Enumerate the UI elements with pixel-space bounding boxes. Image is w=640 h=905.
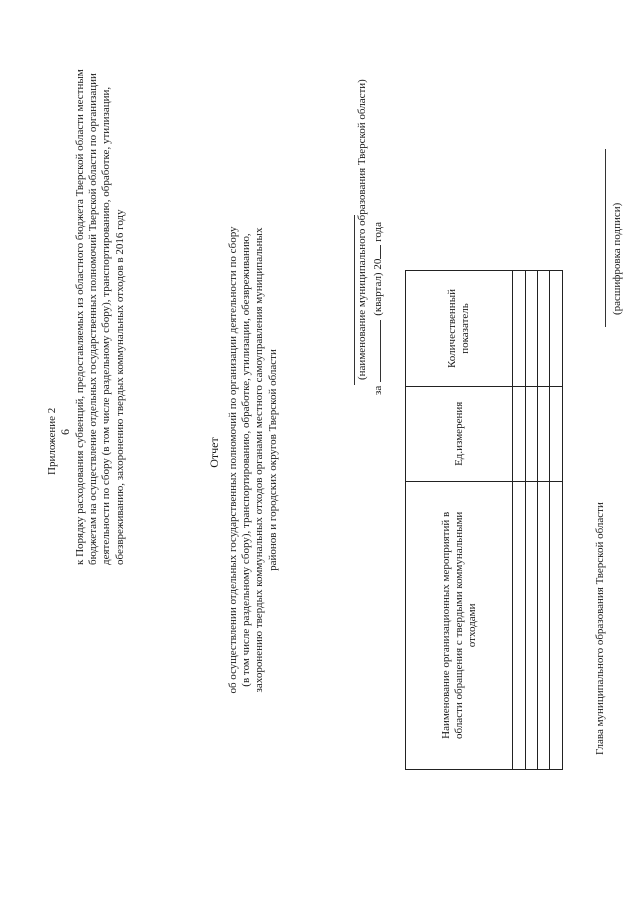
quarter-blank	[380, 320, 381, 382]
table-row	[538, 271, 550, 770]
table-header-value: Количественный показатель	[406, 271, 513, 387]
year-blank	[380, 245, 381, 259]
table-row	[550, 271, 563, 770]
table-cell[interactable]	[525, 271, 537, 387]
page-number: 6	[58, 429, 72, 435]
table-cell[interactable]	[550, 481, 563, 769]
signature-line	[605, 149, 606, 327]
table-header-activities: Наименование организационных мероприятий в области обращения с твердыми коммунальными отходами	[406, 481, 513, 769]
table-cell[interactable]	[513, 271, 525, 387]
report-table	[405, 270, 563, 770]
period-prefix: за	[372, 385, 384, 395]
table-cell[interactable]	[525, 481, 537, 769]
municipality-line	[354, 215, 355, 385]
signature-head-label: Глава муниципального образования Тверской области	[594, 502, 606, 755]
table-cell[interactable]	[550, 386, 563, 481]
table-cell[interactable]	[525, 386, 537, 481]
table-header-row	[406, 271, 513, 770]
signature-hint: (расшифровка подписи)	[611, 202, 623, 315]
table-cell[interactable]	[538, 271, 550, 387]
report-title: Отчет	[207, 437, 221, 468]
table-cell[interactable]	[513, 481, 525, 769]
appendix-label: Приложение 2	[46, 407, 58, 475]
table-cell[interactable]	[538, 386, 550, 481]
period-suffix: года	[372, 221, 384, 242]
table-row	[513, 271, 525, 770]
report-subject: об осуществлении отдельных государственных полномочий по организации деятельности по сбору (в том числе раздельному сбору), транспортированию, обработке, утилизации, обезвреживанию, захоронению твердых коммунальных отходов органами местного самоуправления муниципальных районов и городских округов Тверской области	[227, 226, 279, 694]
municipality-hint: (наименование муниципального образования Тверской области)	[356, 79, 368, 380]
table-cell[interactable]	[538, 481, 550, 769]
appendix-body: к Порядку расходования субвенций, предоставляемых из областного бюджета Тверской области местным бюджетам на осуществление отдельных государственных полномочий Тверской области по организации деятельности по сбору (в том числе раздельному сбору), транспортированию, обработке, утилизации, обезвреживанию, захоронению твердых коммунальных отходов в 2016 году	[74, 69, 126, 565]
table-cell[interactable]	[550, 271, 563, 387]
period-quarter: (квартал) 20	[372, 258, 384, 316]
report-period	[372, 222, 384, 395]
table-row	[525, 271, 537, 770]
table-header-unit: Ед.измерения	[406, 386, 513, 481]
table-cell[interactable]	[513, 386, 525, 481]
